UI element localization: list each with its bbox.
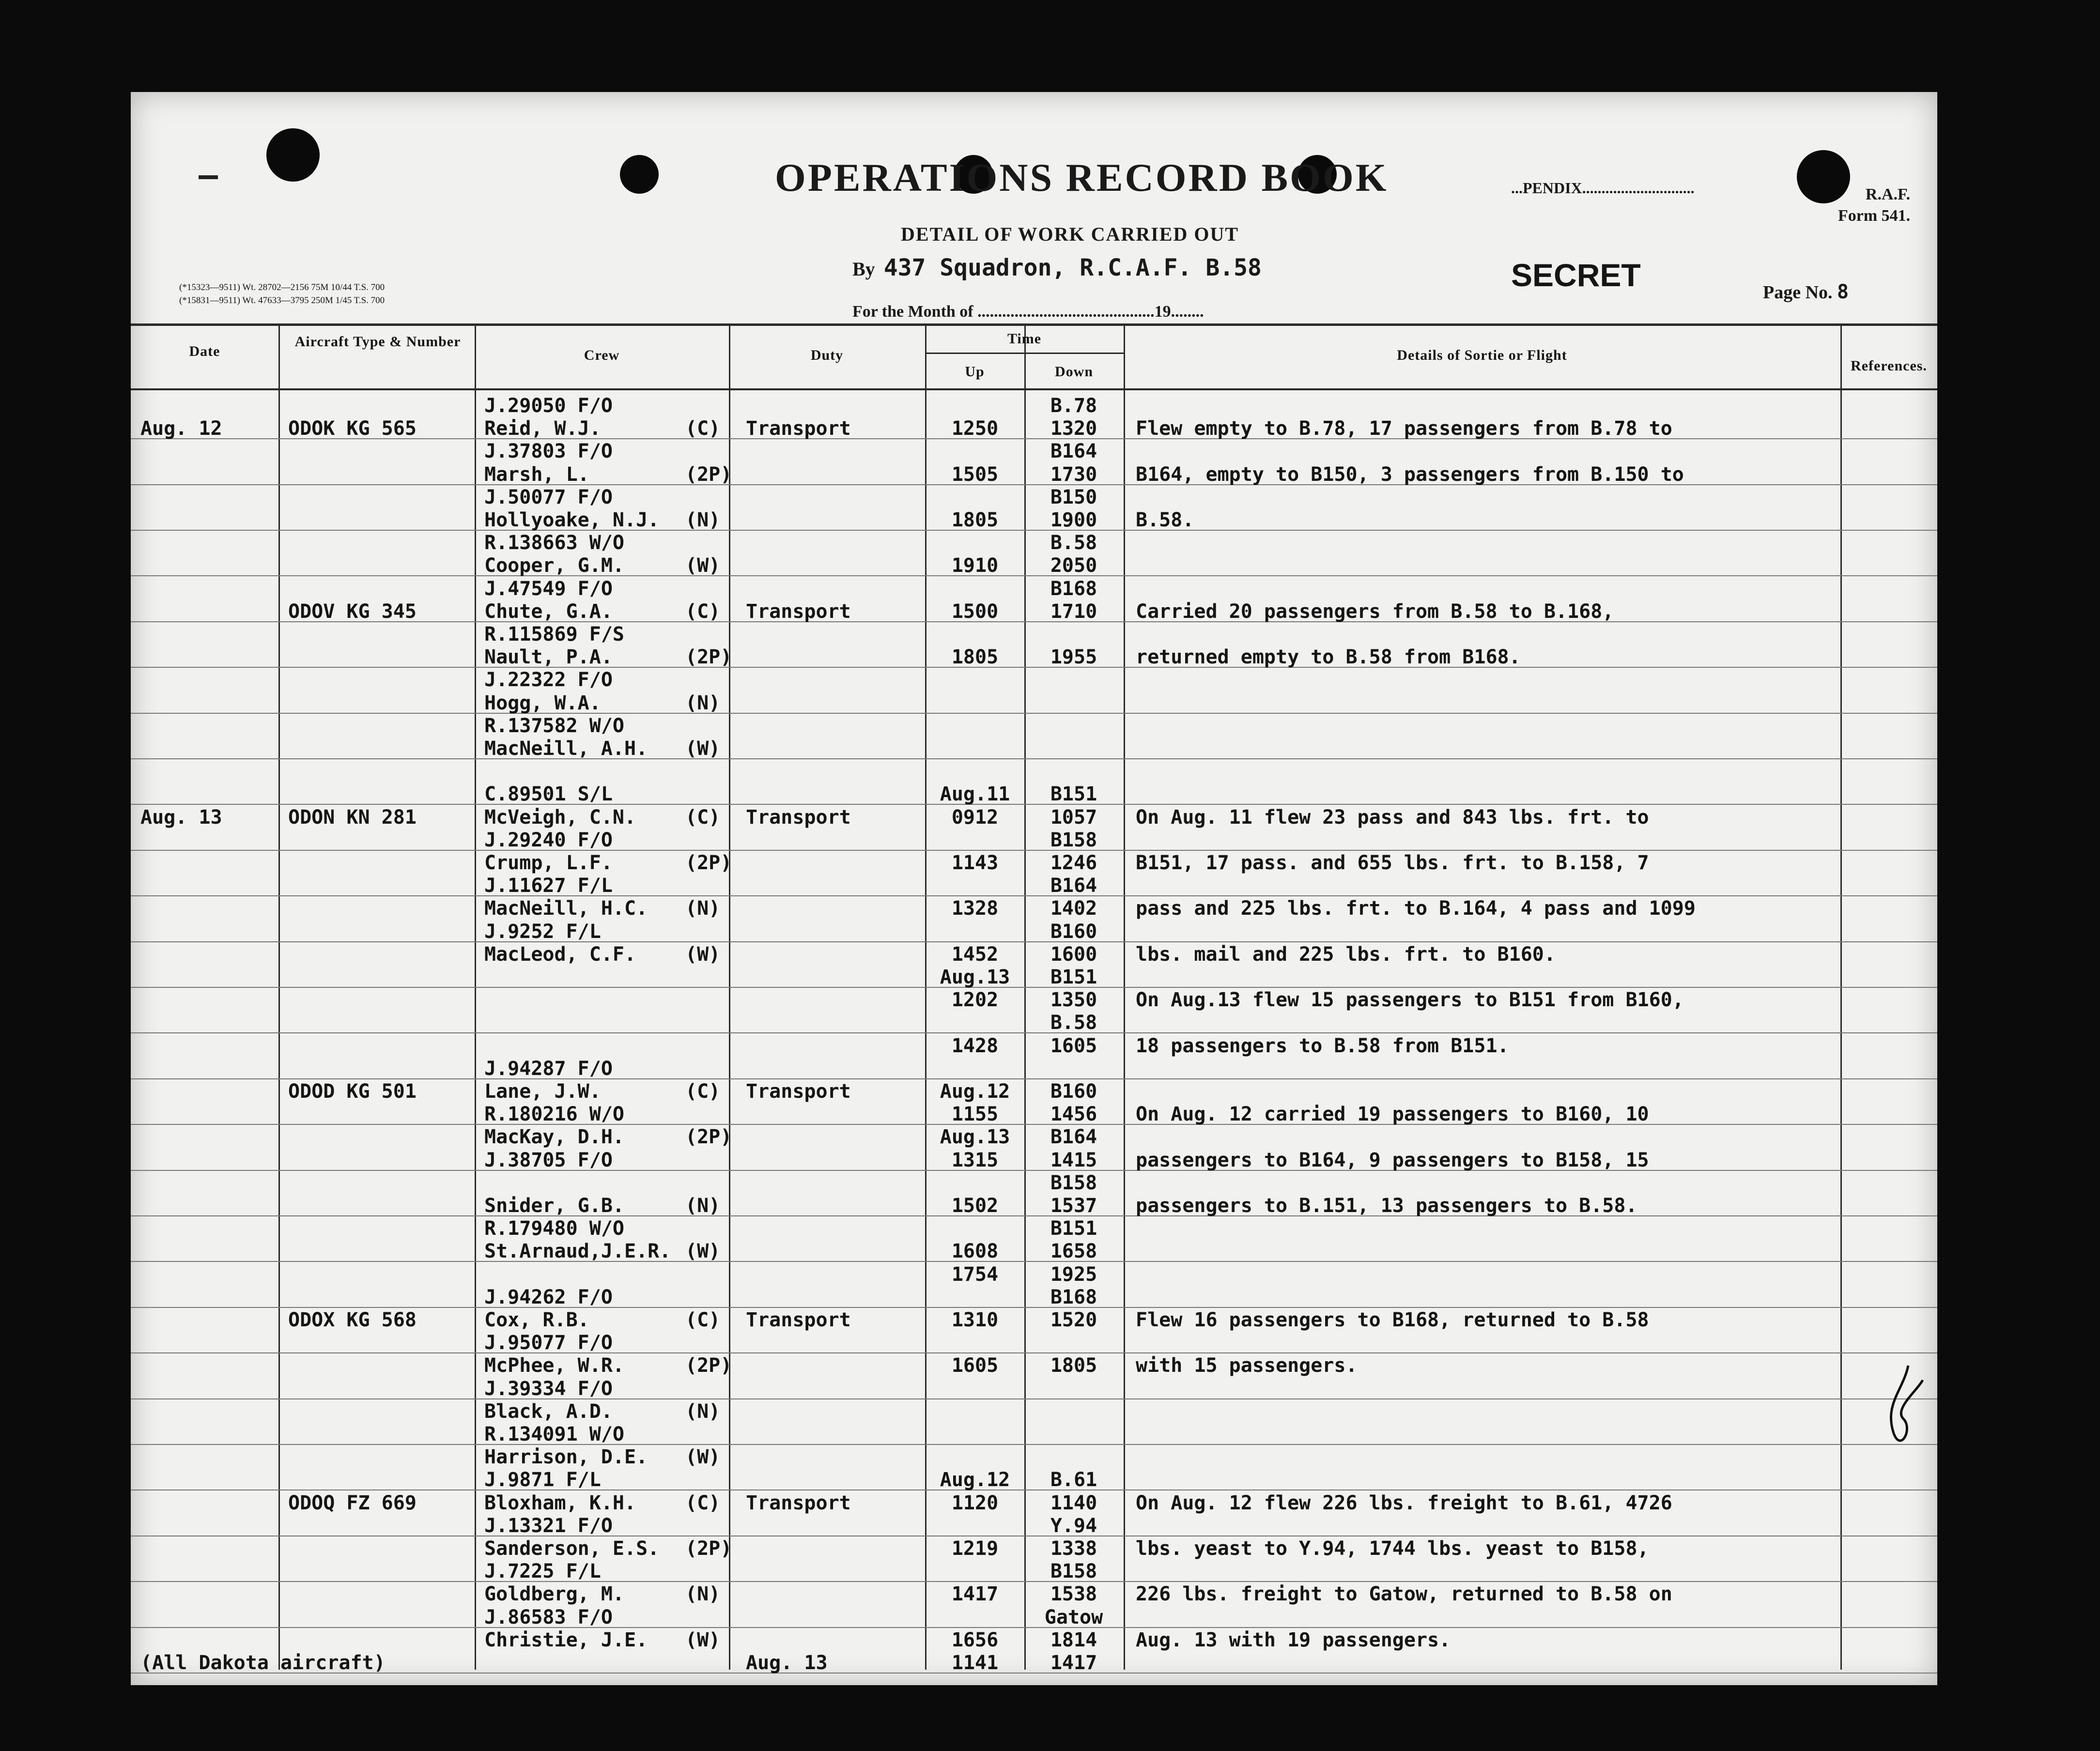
punch-hole [266,128,320,182]
crew-cell: Cooper, G.M. [484,554,624,577]
time-up-cell: 1605 [951,1354,999,1377]
crew-role-cell: (N) [685,691,721,714]
page-number: Page No. 8 [1763,281,1849,303]
crew-cell: R.137582 W/O [484,714,624,737]
crew-cell: R.138663 W/O [484,532,624,554]
time-down-cell: Gatow [1044,1606,1103,1628]
time-up-cell: 1328 [951,897,999,920]
printer-imprint: (*15323—9511) Wt. 28702—2156 75M 10/44 T.S. 700 (*15831—9511) Wt. 47633—3795 250M 1/45 T.S. 700 [179,282,385,306]
ruled-line [131,530,1937,531]
ruled-line [131,1673,1937,1674]
aircraft-cell: ODOX KG 568 [288,1309,417,1331]
ruled-line [131,850,1937,851]
aircraft-cell: ODOQ FZ 669 [288,1491,417,1514]
time-up-cell: 1310 [951,1309,999,1331]
ruled-line [131,1032,1937,1033]
signature-mark [1874,1361,1928,1458]
time-down-cell: B168 [1050,1286,1097,1308]
crew-cell: J.94262 F/O [484,1286,613,1308]
time-down-cell: 1925 [1050,1263,1097,1286]
ruled-line [131,1627,1937,1628]
col-header-references: References. [1851,358,1927,374]
details-cell: returned empty to B.58 from B168. [1136,646,1521,669]
crew-cell: McPhee, W.R. [484,1354,624,1377]
details-cell: pass and 225 lbs. frt. to B.164, 4 pass and 1099 [1136,897,1696,920]
time-down-cell: 1658 [1050,1240,1097,1263]
duty-cell: Aug. 13 [746,1652,828,1674]
crew-role-cell: (C) [685,1080,721,1103]
duty-cell: Transport [746,600,851,623]
crew-cell: J.7225 F/L [484,1560,601,1583]
ruled-line [131,1307,1937,1308]
crew-cell: Hogg, W.A. [484,691,601,714]
time-down-cell: 1338 [1050,1537,1097,1560]
time-down-cell: B164 [1050,440,1097,463]
col-header-duty: Duty [810,347,844,363]
crew-cell: J.50077 F/O [484,486,613,508]
ruled-line [131,1078,1937,1079]
time-up-cell: 1452 [951,943,999,966]
details-cell: Aug. 13 with 19 passengers. [1136,1628,1451,1651]
time-up-cell: 0912 [951,806,999,829]
crew-role-cell: (N) [685,1400,721,1423]
crew-role-cell: (W) [685,554,721,577]
col-header-date: Date [189,343,220,359]
ruled-line [131,1124,1937,1125]
crew-cell: Snider, G.B. [484,1195,624,1217]
ruled-line [131,758,1937,759]
classification-stamp: SECRET [1511,257,1641,293]
crew-cell: J.9871 F/L [484,1469,601,1491]
time-up-cell: 1656 [951,1628,999,1651]
details-cell: lbs. mail and 225 lbs. frt. to B160. [1136,943,1556,966]
crew-cell: MacLeod, C.F. [484,943,636,966]
aircraft-cell: ODON KN 281 [288,806,417,829]
crew-role-cell: (2P) [685,646,732,669]
col-header-crew: Crew [584,347,620,363]
time-down-cell: 1805 [1050,1354,1097,1377]
time-down-cell: B.58 [1050,532,1097,554]
time-down-cell: B164 [1050,875,1097,897]
time-up-cell: Aug.13 [940,1126,1010,1149]
crew-role-cell: (W) [685,1446,721,1469]
time-up-cell: 1805 [951,509,999,531]
time-down-cell: Y.94 [1050,1514,1097,1537]
details-cell: On Aug. 12 flew 226 lbs. freight to B.61, 4726 [1136,1491,1672,1514]
crew-cell: R.115869 F/S [484,623,624,645]
aircraft-cell: ODOK KG 565 [288,417,417,440]
time-down-cell: 1456 [1050,1103,1097,1126]
time-up-cell: 1805 [951,646,999,669]
time-down-cell: B158 [1050,1171,1097,1194]
time-up-cell: Aug.12 [940,1469,1010,1491]
date-cell: (All Dakota aircraft) [140,1652,386,1674]
crew-cell: J.94287 F/O [484,1057,613,1080]
crew-cell: Reid, W.J. [484,417,601,440]
ruled-line [131,804,1937,805]
crew-role-cell: (N) [685,1195,721,1217]
crew-role-cell: (C) [685,600,721,623]
crew-cell: J.13321 F/O [484,1514,613,1537]
col-divider [1024,323,1026,1670]
crew-role-cell: (2P) [685,852,732,874]
details-cell: Flew empty to B.78, 17 passengers from B.78 to [1136,417,1672,440]
crew-cell: Lane, J.W. [484,1080,601,1103]
details-cell: On Aug. 11 flew 23 pass and 843 lbs. frt. to [1136,806,1649,829]
crew-cell: Hollyoake, N.J. [484,509,660,531]
page-title: OPERATIONS RECORD BOOK [775,155,1389,200]
time-down-cell: B.58 [1050,1012,1097,1034]
crew-cell: R.134091 W/O [484,1423,624,1445]
details-cell: Carried 20 passengers from B.58 to B.168, [1136,600,1614,623]
details-cell: B151, 17 pass. and 655 lbs. frt. to B.158, 7 [1136,852,1649,874]
crew-cell: J.9252 F/L [484,920,601,943]
duty-cell: Transport [746,806,851,829]
duty-cell: Transport [746,1491,851,1514]
time-up-cell: 1315 [951,1149,999,1171]
crew-cell: Crump, L.F. [484,852,613,874]
time-up-cell: 1502 [951,1195,999,1217]
crew-role-cell: (W) [685,737,721,760]
crew-role-cell: (2P) [685,1126,732,1149]
details-cell: 226 lbs. freight to Gatow, returned to B.58 on [1136,1583,1672,1606]
time-down-cell: 1730 [1050,463,1097,486]
time-down-cell: B151 [1050,783,1097,806]
time-up-cell: 1155 [951,1103,999,1126]
time-up-cell: 1143 [951,852,999,874]
crew-cell: J.11627 F/L [484,875,613,897]
time-up-cell: 1500 [951,600,999,623]
time-down-cell: 1057 [1050,806,1097,829]
time-down-cell: 1246 [1050,852,1097,874]
col-divider [1840,323,1842,1670]
time-up-cell: 1608 [951,1240,999,1263]
time-down-cell: B158 [1050,829,1097,851]
ruled-line [131,1170,1937,1171]
ruled-line [131,1444,1937,1445]
crew-role-cell: (2P) [685,1354,732,1377]
time-down-cell: 2050 [1050,554,1097,577]
duty-cell: Transport [746,1309,851,1331]
time-up-cell: 1910 [951,554,999,577]
time-down-cell: B160 [1050,1080,1097,1103]
col-divider [278,323,280,1670]
col-header-up: Up [965,364,985,380]
ruled-line [131,1398,1937,1399]
time-up-cell: Aug.13 [940,966,1010,988]
duty-cell: Transport [746,1080,851,1103]
form-number: R.A.F. Form 541. [1838,185,1911,225]
time-up-cell: 1120 [951,1491,999,1514]
table-top-border [131,323,1937,326]
col-header-time: Time [1007,331,1042,347]
col-divider [925,323,926,1670]
ruled-line [131,575,1937,576]
time-down-cell: 1320 [1050,417,1097,440]
time-down-cell: 1537 [1050,1195,1097,1217]
duty-cell: Transport [746,417,851,440]
crew-role-cell: (2P) [685,463,732,486]
aircraft-cell: ODOV KG 345 [288,600,417,623]
time-down-cell: 1402 [1050,897,1097,920]
unit-name: 437 Squadron, R.C.A.F. B.58 [883,254,1262,281]
crew-cell: R.179480 W/O [484,1217,624,1240]
details-cell: passengers to B.151, 13 passengers to B.58. [1136,1195,1637,1217]
time-down-cell: 1415 [1050,1149,1097,1171]
col-header-down: Down [1054,364,1093,380]
time-up-cell: Aug.12 [940,1080,1010,1103]
time-up-cell: 1202 [951,989,999,1012]
month-line: For the Month of ...........................................19........ [852,303,1204,321]
crew-cell: Nault, P.A. [484,646,613,669]
crew-cell: Sanderson, E.S. [484,1537,660,1560]
crew-cell: J.86583 F/O [484,1606,613,1628]
time-down-cell: 1814 [1050,1628,1097,1651]
time-down-cell: B168 [1050,577,1097,600]
details-cell: Flew 16 passengers to B168, returned to B.58 [1136,1309,1649,1331]
time-down-cell: B151 [1050,966,1097,988]
crew-cell: Goldberg, M. [484,1583,624,1606]
col-header-aircraft: Aircraft Type & Number [294,334,461,350]
details-cell: On Aug. 12 carried 19 passengers to B160, 10 [1136,1103,1649,1126]
ruled-line [131,713,1937,714]
header-bottom-border [131,388,1937,390]
ruled-line [131,1215,1937,1216]
date-cell: Aug. 12 [140,417,222,440]
details-cell: passengers to B164, 9 passengers to B158, 15 [1136,1149,1649,1171]
crew-cell: MacKay, D.H. [484,1126,624,1149]
time-down-cell: 1600 [1050,943,1097,966]
crew-cell: J.37803 F/O [484,440,613,463]
time-down-cell: 1350 [1050,989,1097,1012]
crew-cell: J.95077 F/O [484,1332,613,1354]
aircraft-cell: ODOD KG 501 [288,1080,417,1103]
ruled-line [131,941,1937,942]
time-up-cell: 1219 [951,1537,999,1560]
details-cell: lbs. yeast to Y.94, 1744 lbs. yeast to B158, [1136,1537,1649,1560]
time-up-cell: 1428 [951,1034,999,1057]
col-divider [475,323,476,1670]
crew-cell: MacNeill, A.H. [484,737,648,760]
time-up-cell: 1250 [951,417,999,440]
col-divider [1124,323,1125,1670]
crew-cell: Christie, J.E. [484,1628,648,1651]
crew-cell: Chute, G.A. [484,600,613,623]
time-down-cell: B.78 [1050,395,1097,417]
time-down-cell: 1520 [1050,1309,1097,1331]
crew-role-cell: (2P) [685,1537,732,1560]
ruled-line [131,1261,1937,1262]
details-cell: On Aug.13 flew 15 passengers to B151 from B160, [1136,989,1684,1012]
crew-role-cell: (W) [685,1628,721,1651]
crew-cell: J.47549 F/O [484,577,613,600]
crew-role-cell: (W) [685,943,721,966]
time-down-cell: 1605 [1050,1034,1097,1057]
ruled-line [131,1581,1937,1582]
crew-cell: C.89501 S/L [484,783,613,806]
time-up-cell: 1754 [951,1263,999,1286]
time-down-cell: B164 [1050,1126,1097,1149]
ruled-line [131,667,1937,668]
crew-cell: Bloxham, K.H. [484,1491,636,1514]
col-header-details: Details of Sortie or Flight [1397,347,1567,363]
crew-role-cell: (C) [685,1491,721,1514]
crew-cell: R.180216 W/O [484,1103,624,1126]
date-cell: Aug. 13 [140,806,222,829]
crew-cell: J.29050 F/O [484,395,613,417]
appendix-line: ...PENDIX............................. [1511,179,1695,197]
crew-role-cell: (N) [685,1583,721,1606]
time-down-cell: 1900 [1050,509,1097,531]
unit-line [852,254,1262,281]
crew-cell: J.38705 F/O [484,1149,613,1171]
page-subtitle: DETAIL OF WORK CARRIED OUT [901,223,1239,245]
operations-table [131,323,1937,1674]
time-up-cell: 1141 [951,1652,999,1674]
crew-cell: St.Arnaud,J.E.R. [484,1240,671,1263]
crew-role-cell: (C) [685,417,721,440]
crew-cell: Black, A.D. [484,1400,613,1423]
record-sheet [131,92,1937,1685]
crew-cell: MacNeill, H.C. [484,897,648,920]
time-down-cell: B151 [1050,1217,1097,1240]
details-cell: 18 passengers to B.58 from B151. [1136,1034,1509,1057]
details-cell: B.58. [1136,509,1194,531]
crew-cell: J.22322 F/O [484,669,613,691]
crew-cell: J.29240 F/O [484,829,613,851]
crew-cell: McVeigh, C.N. [484,806,636,829]
time-up-cell: Aug.11 [940,783,1010,806]
punch-hole [620,155,659,194]
ruled-line [131,1352,1937,1353]
details-cell: with 15 passengers. [1136,1354,1358,1377]
time-down-cell: B158 [1050,1560,1097,1583]
crew-role-cell: (C) [685,1309,721,1331]
time-down-cell: 1140 [1050,1491,1097,1514]
mark-dash [199,175,218,179]
time-up-cell: 1505 [951,463,999,486]
crew-cell: Marsh, L. [484,463,589,486]
crew-role-cell: (W) [685,1240,721,1263]
ruled-line [131,895,1937,896]
time-down-cell: B150 [1050,486,1097,508]
by-label: By [852,258,875,280]
crew-cell: Cox, R.B. [484,1309,589,1331]
time-down-cell: B.61 [1050,1469,1097,1491]
time-down-cell: B160 [1050,920,1097,943]
col-divider [729,323,730,1670]
ruled-line [131,987,1937,988]
crew-role-cell: (N) [685,897,721,920]
crew-role-cell: (C) [685,806,721,829]
crew-cell: Harrison, D.E. [484,1446,648,1469]
details-cell: B164, empty to B150, 3 passengers from B.150 to [1136,463,1684,486]
time-down-cell: 1417 [1050,1652,1097,1674]
time-down-cell: 1710 [1050,600,1097,623]
time-up-cell: 1417 [951,1583,999,1606]
crew-role-cell: (N) [685,509,721,531]
time-down-cell: 1955 [1050,646,1097,669]
crew-cell: J.39334 F/O [484,1377,613,1400]
time-down-cell: 1538 [1050,1583,1097,1606]
